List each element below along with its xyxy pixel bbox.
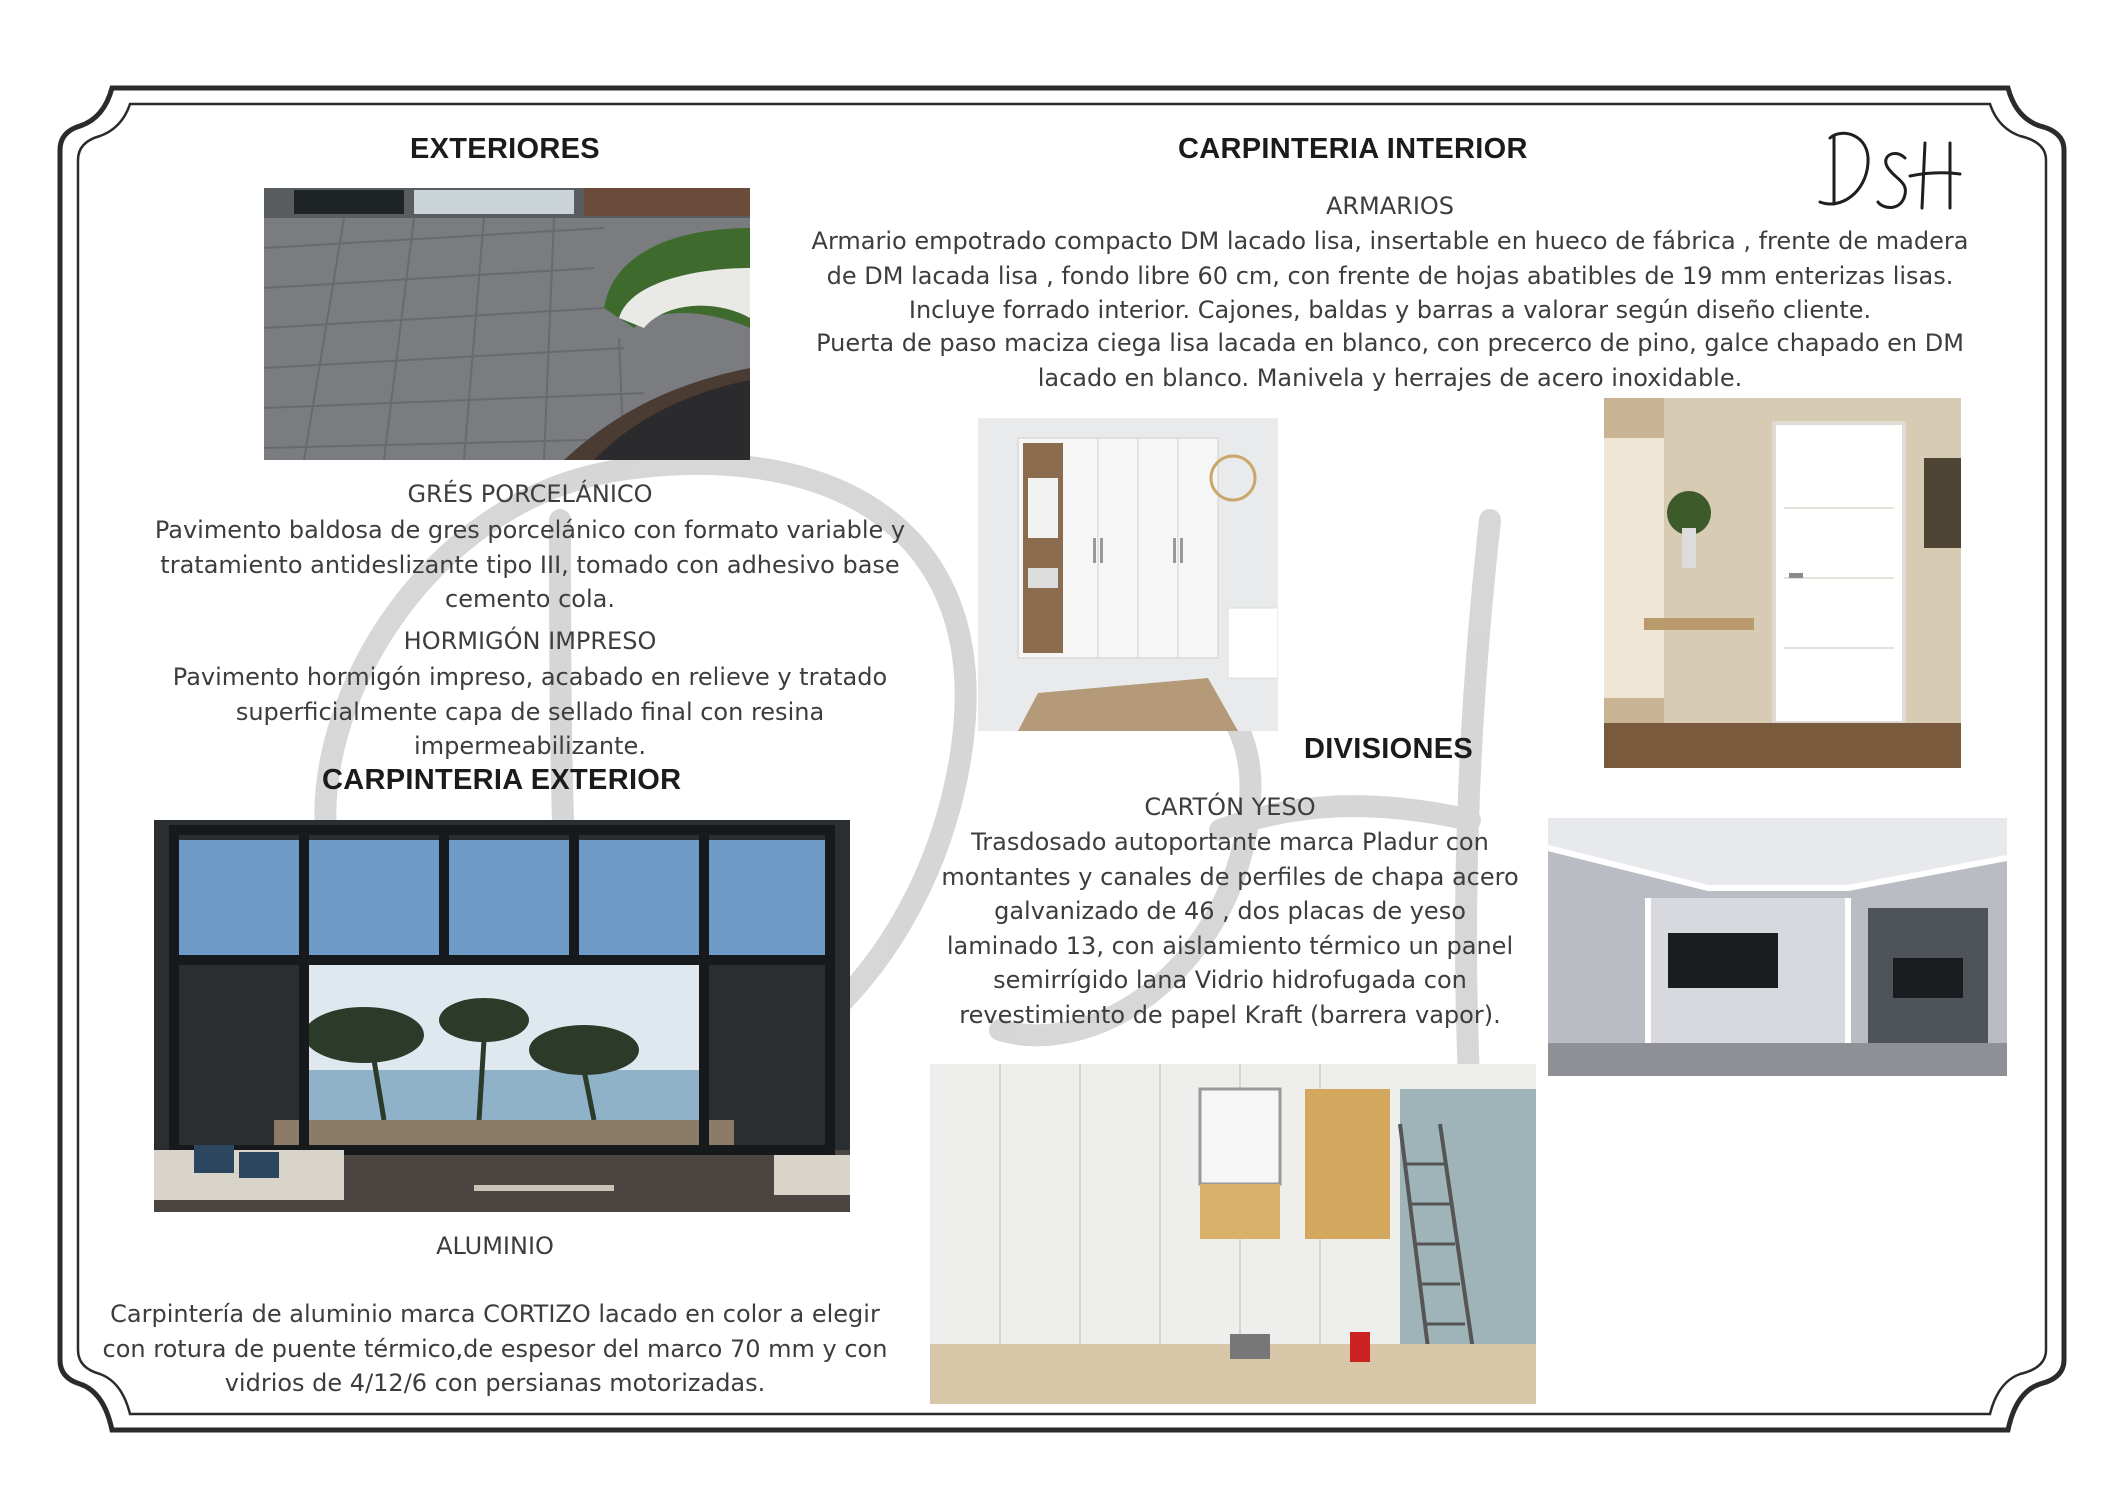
carpinteria-exterior-heading: CARPINTERIA EXTERIOR xyxy=(322,764,682,796)
carton-text: Trasdosado autoportante marca Pladur con montantes y canales de perfiles de chapa acero galvanizado de 46 , dos placas de yeso laminado 13, con aislamiento térmico un panel semirrígido lana Vidrio hidrofugada con revestimiento de papel Kraft (barrera vapor). xyxy=(941,828,1519,1029)
armarios-title: ARMARIOS xyxy=(1325,192,1455,220)
dsh-logo xyxy=(1800,118,1970,218)
aluminium-window-photo xyxy=(154,820,850,1212)
hormigon-title: HORMIGÓN IMPRESO xyxy=(403,627,657,655)
drywall-construction-photo xyxy=(930,1064,1536,1404)
drywall-led-photo xyxy=(1548,818,2007,1076)
aluminio-text: Carpintería de aluminio marca CORTIZO lacado en color a elegir con rotura de puente térmico,de espesor del marco 70 mm y con vidrios de 4/12/6 con persianas motorizadas. xyxy=(102,1300,888,1397)
divisiones-heading: DIVISIONES xyxy=(1304,733,1473,765)
armarios-text: Armario empotrado compacto DM lacado lisa, insertable en hueco de fábrica , frente de madera de DM lacada lisa , fondo libre 60 cm, con frente de hojas abatibles de 19 mm enterizas lisas. Incluye forrado interior. Cajones, baldas y barras a valorar según diseño cliente. xyxy=(811,227,1969,324)
gres-title: GRÉS PORCELÁNICO xyxy=(407,480,653,508)
exteriores-heading: EXTERIORES xyxy=(410,133,600,165)
paving-photo xyxy=(264,188,750,460)
aluminio-title: ALUMINIO xyxy=(436,1232,554,1260)
carton-title: CARTÓN YESO xyxy=(1144,793,1316,821)
carpinteria-interior-heading: CARPINTERIA INTERIOR xyxy=(1178,133,1528,165)
puerta-text: Puerta de paso maciza ciega lisa lacada en blanco, con precerco de pino, galce chapado en DM lacado en blanco. Manivela y herrajes de acero inoxidable. xyxy=(816,329,1964,392)
hormigon-text: Pavimento hormigón impreso, acabado en relieve y tratado superficialmente capa de sellado final con resina impermeabilizante. xyxy=(172,663,888,760)
gres-text: Pavimento baldosa de gres porcelánico con formato variable y tratamiento antideslizante tipo III, tomado con adhesivo base cemento cola. xyxy=(154,516,906,613)
interior-door-photo xyxy=(1604,398,1961,768)
wardrobe-photo xyxy=(978,418,1278,731)
